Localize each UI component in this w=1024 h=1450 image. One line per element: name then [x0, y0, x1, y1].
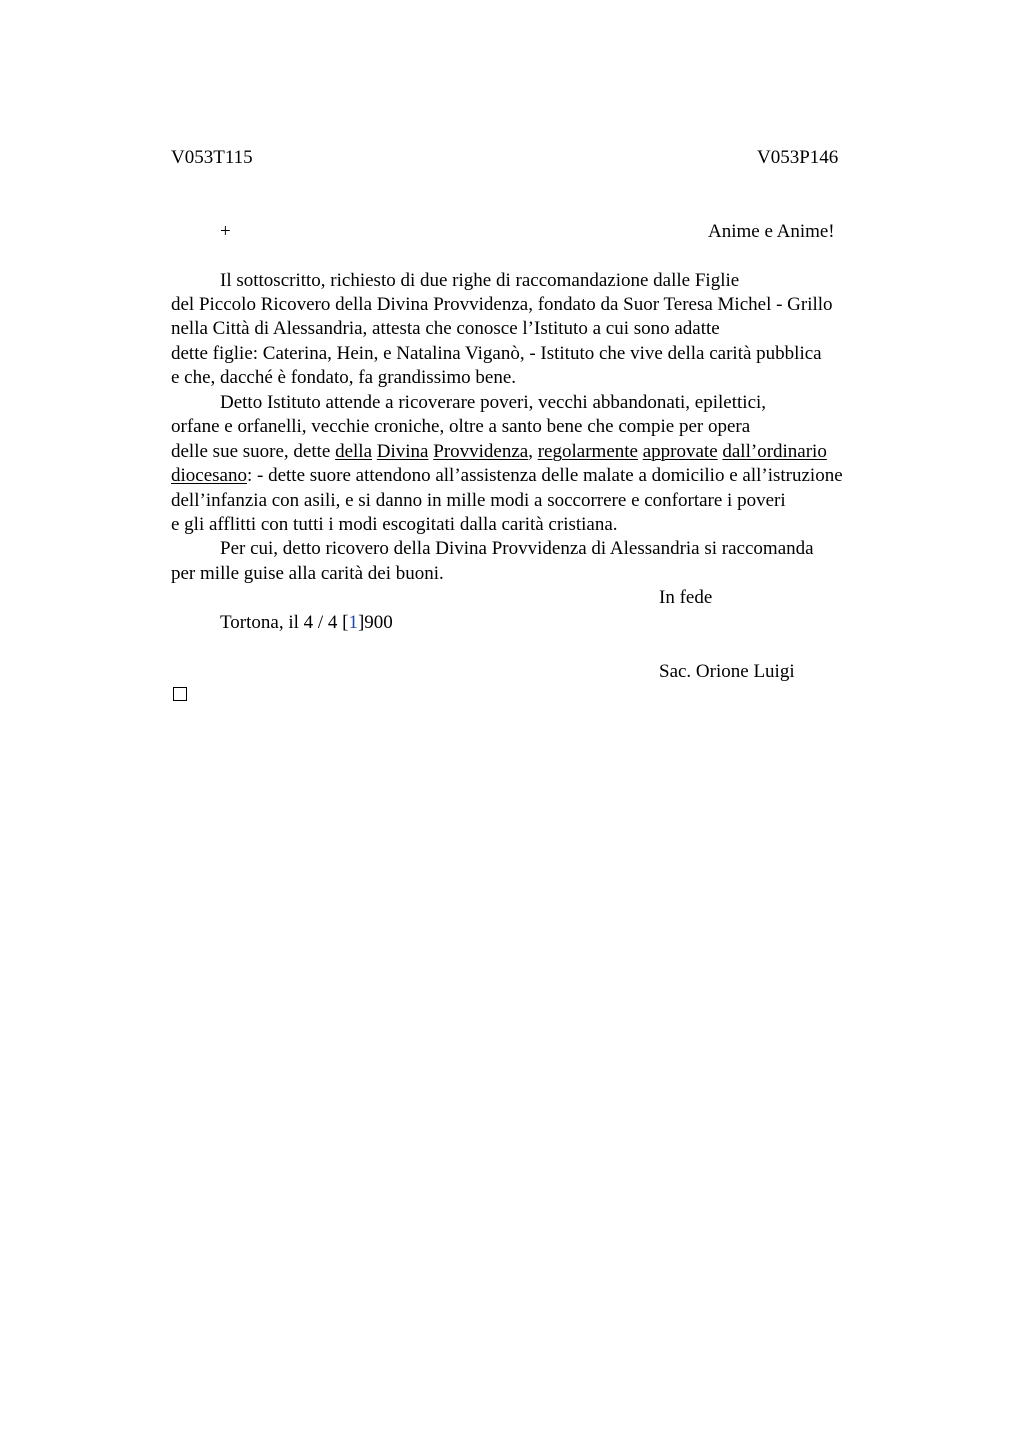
body-line-11: e gli afflitti con tutti i modi escogitati dalla carità cristiana.: [171, 514, 618, 535]
underlined-della: della: [335, 441, 373, 462]
body-line-13: per mille guise alla carità dei buoni.: [171, 563, 444, 584]
signature: Sac. Orione Luigi: [659, 661, 795, 682]
document-code-right: V053P146: [757, 147, 839, 168]
body-line-4: dette figlie: Caterina, Hein, e Natalina Viganò, - Istituto che vive della carità pubblica: [171, 343, 822, 364]
body-line-8-prefix: delle sue suore, dette: [171, 441, 336, 462]
body-line-5: e che, dacché è fondato, fa grandissimo bene.: [171, 367, 517, 388]
closing-in-fede: In fede: [659, 587, 713, 608]
body-line-2: del Piccolo Ricovero della Divina Provvidenza, fondato da Suor Teresa Michel - Grillo: [171, 294, 833, 315]
end-box-icon: [173, 687, 187, 701]
body-line-6: Detto Istituto attende a ricoverare poveri, vecchi abbandonati, epilettici,: [220, 392, 767, 413]
underlined-divina: Divina: [376, 441, 429, 462]
underlined-provvidenza: Provvidenza: [433, 441, 529, 462]
body-line-10: dell’infanzia con asili, e si danno in mille modi a soccorrere e confortare i poveri: [171, 490, 786, 511]
body-line-1: Il sottoscritto, richiesto di due righe di raccomandazione dalle Figlie: [220, 270, 740, 291]
document-code-left: V053T115: [171, 147, 253, 168]
underlined-approvate: approvate: [642, 441, 718, 462]
underlined-diocesano: diocesano: [171, 465, 247, 486]
place-and-date: [220, 611, 393, 635]
bracketed-digit: 1: [348, 612, 358, 633]
comma: ,: [528, 441, 533, 462]
body-line-9-rest: : - dette suore attendono all’assistenza delle malate a domicilio e all’istruzione: [246, 465, 843, 486]
body-line-7: orfane e orfanelli, vecchie croniche, oltre a santo bene che compie per opera: [171, 416, 751, 437]
cross-symbol: +: [220, 221, 231, 242]
underlined-regolarmente: regolarmente: [537, 441, 638, 462]
underlined-dall-ordinario: dall’ordinario: [722, 441, 827, 462]
body-line-8: [171, 440, 827, 464]
body-line-12: Per cui, detto ricovero della Divina Provvidenza di Alessandria si raccomanda: [220, 538, 814, 559]
body-line-3: nella Città di Alessandria, attesta che conosce l’Istituto a cui sono adatte: [171, 318, 720, 339]
body-line-9: [171, 464, 843, 488]
place-date-suffix: ]900: [357, 612, 393, 633]
place-date-prefix: Tortona, il 4 / 4 [: [220, 612, 349, 633]
motto: Anime e Anime!: [708, 221, 835, 242]
